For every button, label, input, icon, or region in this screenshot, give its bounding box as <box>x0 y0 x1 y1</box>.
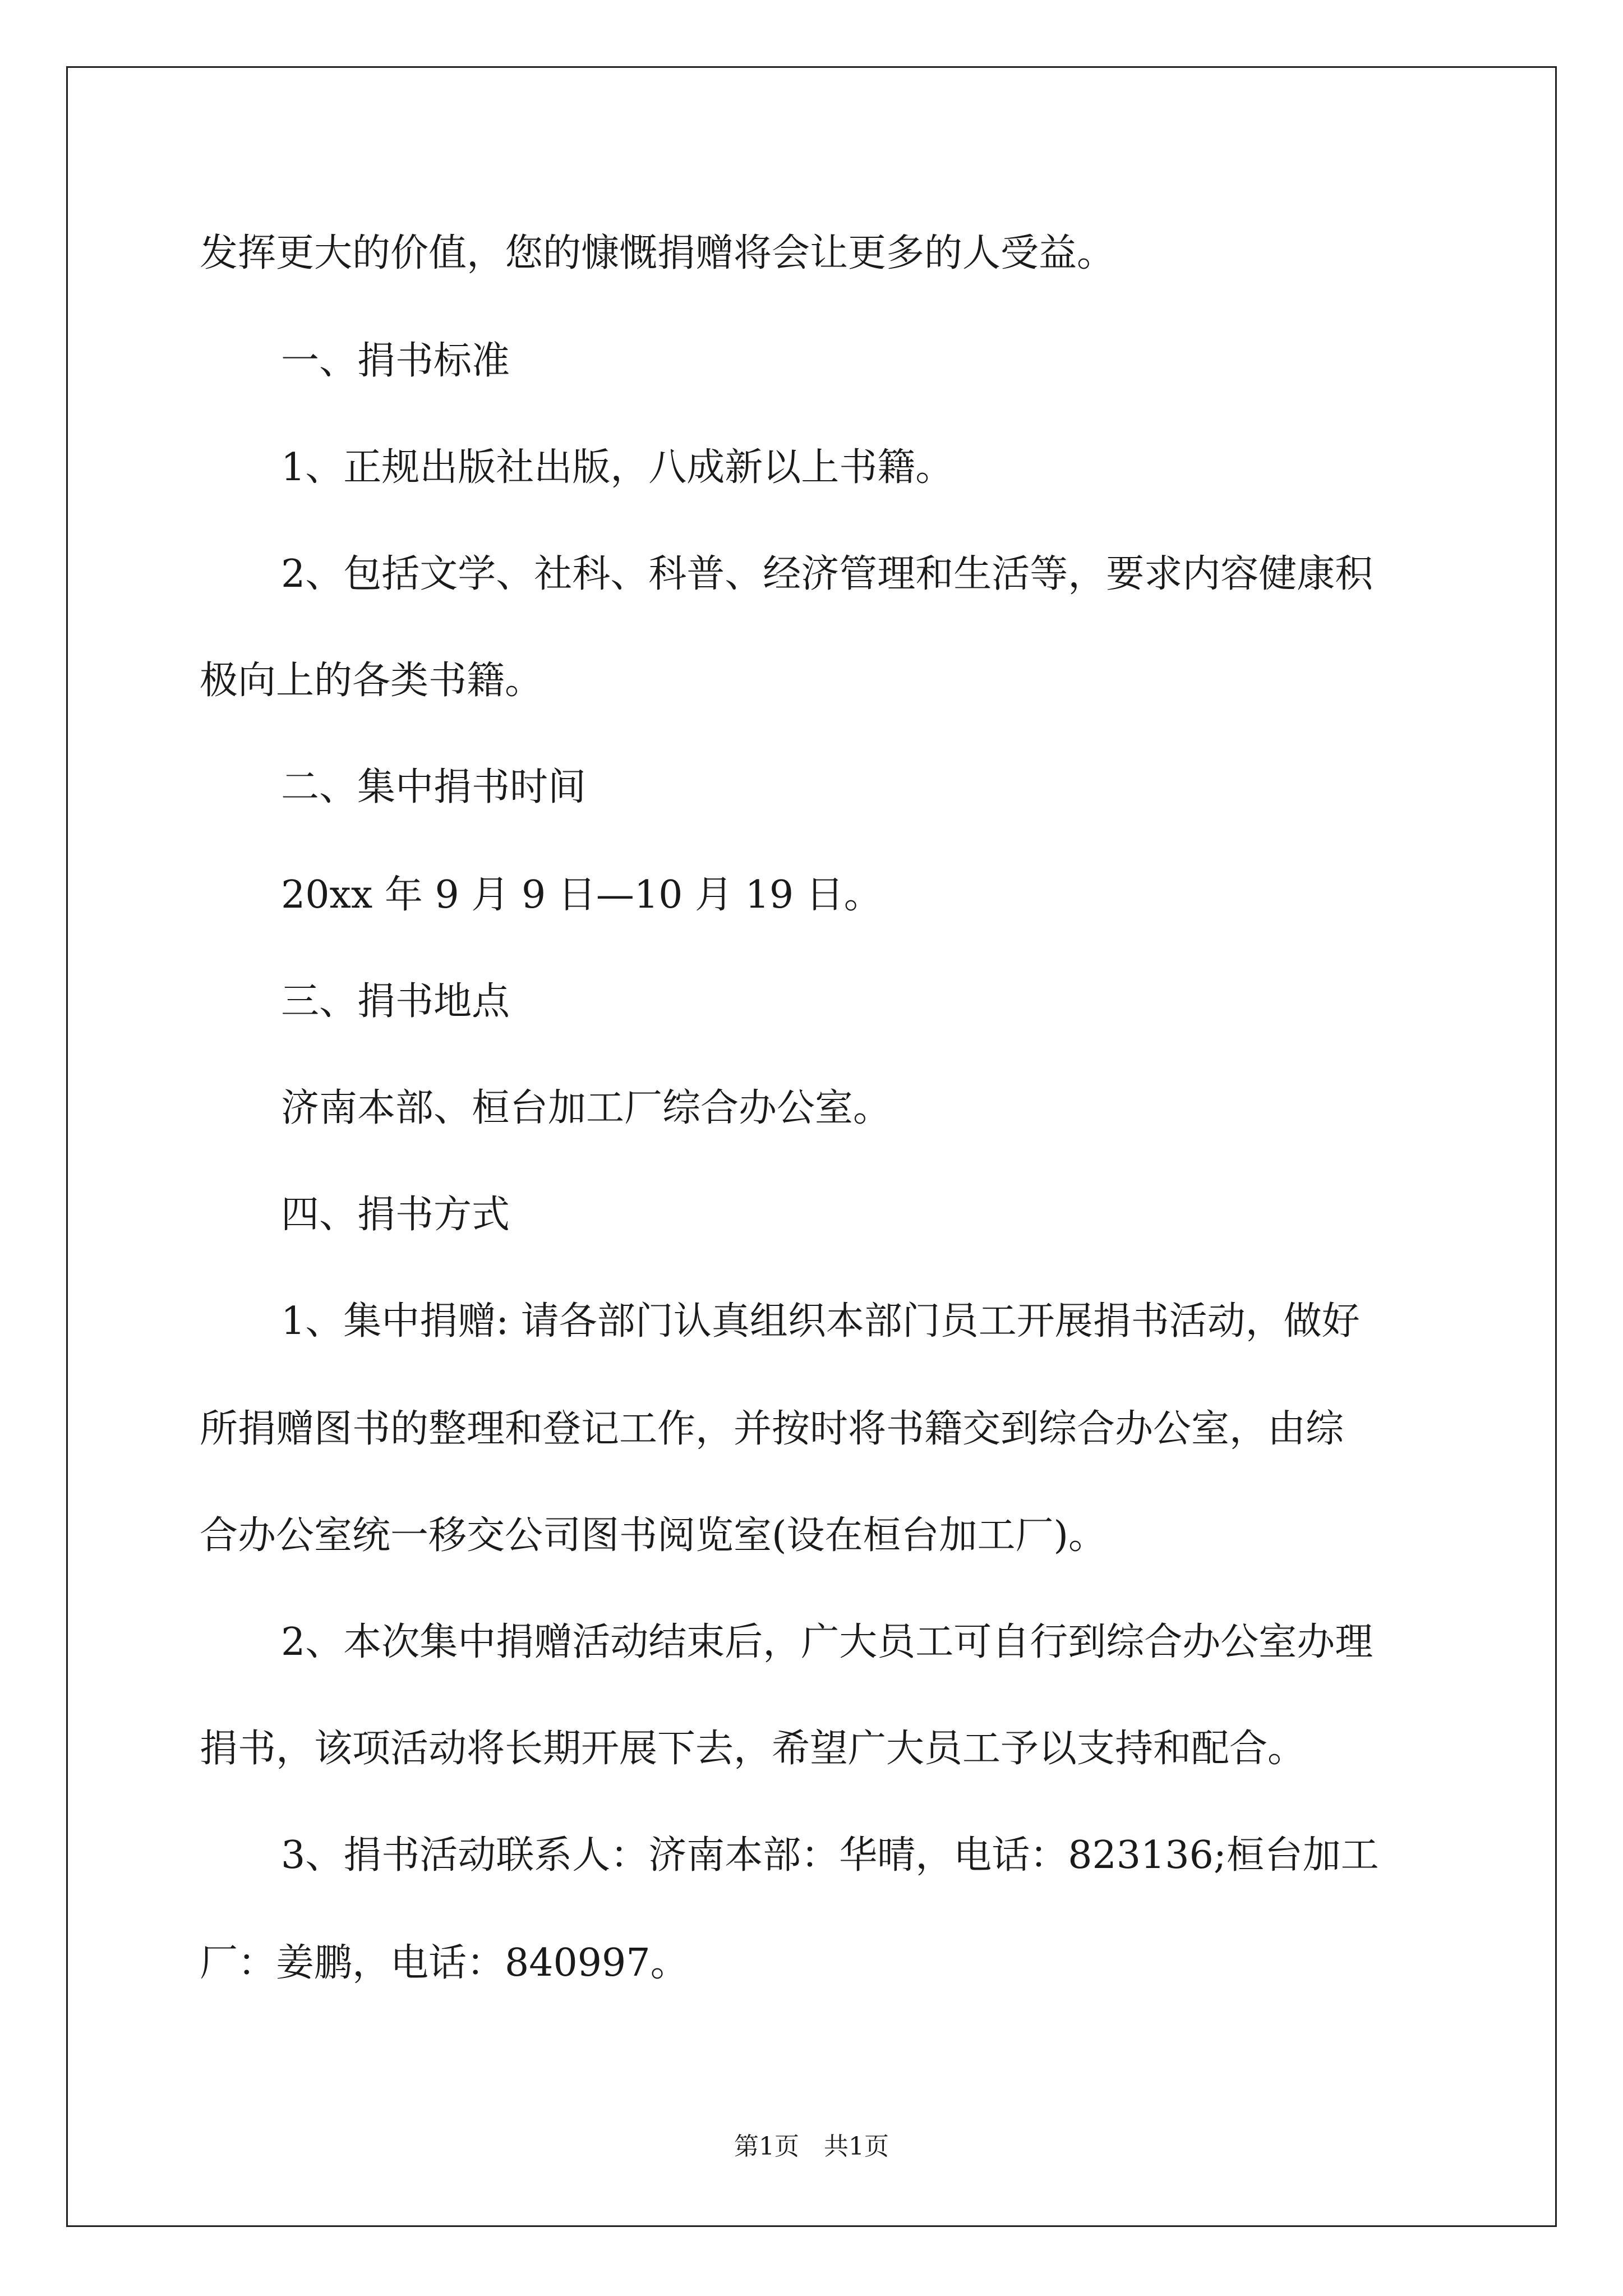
text-line: 极向上的各类书籍。 <box>200 659 543 703</box>
text-line: 所捐赠图书的整理和登记工作，并按时将书籍交到综合办公室，由综 <box>200 1407 1344 1451</box>
text-line: 1、集中捐赠: 请各部门认真组织本部门员工开展捐书活动，做好 <box>281 1299 1360 1343</box>
page-footer: 第1页 共1页 <box>734 2132 889 2161</box>
text-line: 1、正规出版社出版，八成新以上书籍。 <box>281 445 954 490</box>
section-heading: 四、捐书方式 <box>281 1193 510 1237</box>
text-line: 厂：姜鹏，电话：840997。 <box>200 1941 689 1985</box>
text-line: 发挥更大的价值，您的慷慨捐赠将会让更多的人受益。 <box>200 231 1115 275</box>
text-line: 2、本次集中捐赠活动结束后，广大员工可自行到综合办公室办理 <box>281 1620 1373 1664</box>
section-heading: 三、捐书地点 <box>281 979 510 1024</box>
text-line: 捐书，该项活动将长期开展下去，希望广大员工予以支持和配合。 <box>200 1727 1306 1771</box>
text-line: 3、捐书活动联系人：济南本部：华晴，电话：823136;桓台加工 <box>281 1833 1379 1878</box>
section-heading: 二、集中捐书时间 <box>281 765 587 809</box>
section-heading: 一、捐书标准 <box>281 339 510 383</box>
text-line: 合办公室统一移交公司图书阅览室(设在桓台加工厂)。 <box>200 1513 1107 1558</box>
page-border <box>66 66 1557 2227</box>
text-line: 20xx 年 9 月 9 日—10 月 19 日。 <box>281 873 882 917</box>
text-line: 济南本部、桓台加工厂综合办公室。 <box>281 1086 892 1130</box>
text-line: 2、包括文学、社科、科普、经济管理和生活等，要求内容健康积 <box>281 552 1373 596</box>
